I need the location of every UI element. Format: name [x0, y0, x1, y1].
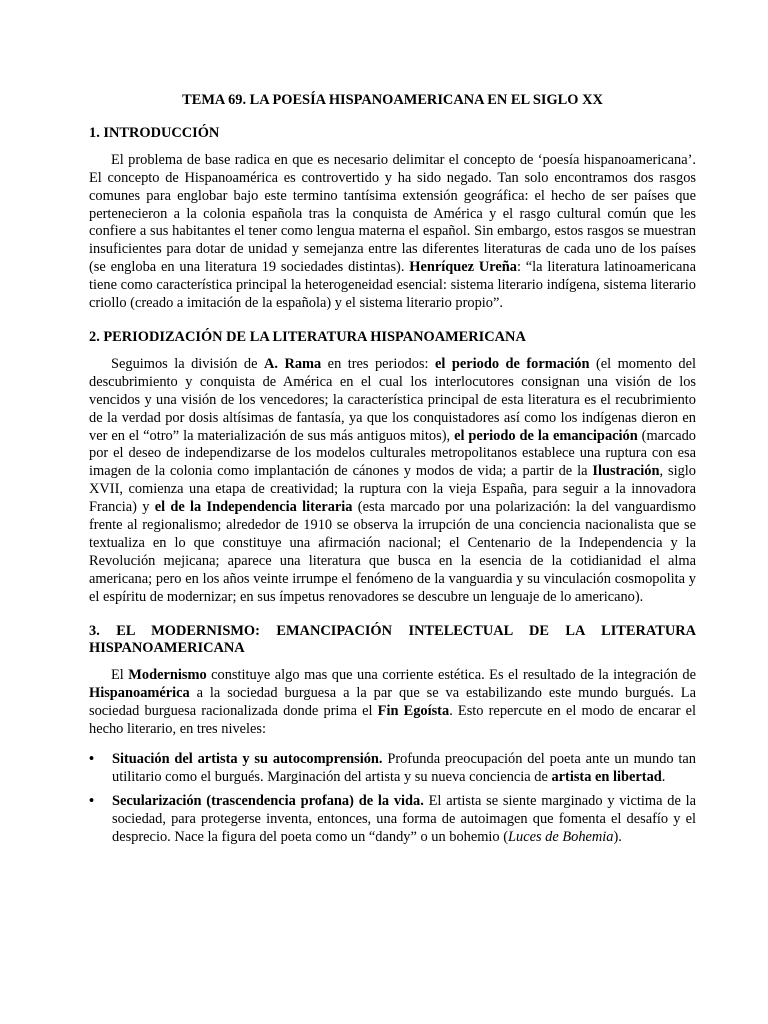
- bullet-icon: •: [89, 751, 95, 767]
- document-title: TEMA 69. LA POESÍA HISPANOAMERICANA EN EL SIGLO XX: [182, 92, 603, 108]
- bold-run: Secularización (trascendencia profana) de la vida.: [112, 792, 424, 809]
- text-run: El: [111, 667, 129, 684]
- text-run: El artista se siente marginado y victima de la sociedad, para protegerse inventa, entonces, una forma de autoimagen que fomenta el desafío y el desprecio. Nace la figura del poeta como un “dandy” o un bohemio (: [112, 792, 696, 845]
- section-heading-introduccion: 1. INTRODUCCIÓN: [89, 124, 220, 141]
- bullet-text: [112, 751, 696, 785]
- text-run: : “la literatura latinoamericana tiene como característica principal la heterogeneidad esencial: sistema literario indígena, sistema literario criollo (creado a imitación de la española) y el sistema literario propio”.: [89, 259, 696, 312]
- text-run: . Esto repercute en el modo de encarar el hecho literario, en tres niveles:: [89, 703, 697, 738]
- bold-run: el periodo de formación: [435, 355, 590, 372]
- bullet-item-situacion-artista: [89, 751, 696, 787]
- text-run: (marcado por el deseo de independizarse de los modelos culturales metropolitanos establece una ruptura con esa imagen de la colonia como implantación de cánones y modos de vida; a partir de la: [89, 427, 696, 480]
- bold-run: artista en libertad: [551, 768, 662, 785]
- paragraph-periodizacion: [89, 356, 696, 607]
- bold-run: Henríquez Ureña: [409, 259, 517, 276]
- bold-run: el periodo de la emancipación: [454, 427, 638, 444]
- text-run: a la sociedad burguesa a la par que se va estabilizando este mundo burgués. La sociedad burguesa racionalizada donde prima el: [89, 685, 696, 720]
- text-run: Seguimos la división de: [111, 355, 264, 372]
- bold-run: el de la Independencia literaria: [154, 499, 353, 516]
- bullet-text: [112, 793, 696, 845]
- text-run: Profunda preocupación del poeta ante un mundo tan utilitario como el burgués. Marginación del artista y su nueva conciencia de: [112, 751, 696, 785]
- text-run: El problema de base radica en que es necesario delimitar el concepto de ‘poesía hispanoamericana’. El concepto de Hispanoamérica es controvertido y ha sido negado. Tan solo encontramos dos rasgos comunes para englobar bajo este termino tantísima extensión geográfica: el hecho de ser países que pertenecieron a la colonia española tras la conquista de América y el rasgo cultural común que les confiere a sus habitantes el tener como lengua materna el español. Sin embargo, estos rasgos se muestran insuficientes para dotar de unidad y semejanza entre las diferentes literaturas de cada uno de los países (se engloba en una literatura 19 sociedades distintas).: [89, 151, 696, 276]
- bold-run: Situación del artista y su autocomprensión.: [112, 751, 383, 767]
- text-run: en tres periodos:: [321, 355, 435, 372]
- section-heading-modernismo: 3. EL MODERNISMO: EMANCIPACIÓN INTELECTUAL DE LA LITERATURA HISPANOAMERICANA: [89, 622, 696, 657]
- paragraph-introduccion: [89, 152, 696, 313]
- bold-run: Fin Egoísta: [377, 703, 450, 720]
- text-run: (el momento del descubrimiento y conquista de América en el cual los interlocutores consignan una visión de los vencidos y una visión de los vencedores; la característica principal de esta literatura es el recubrimiento de la verdad por dosis altísimas de fantasía, ya que los conquistadores así como los indígenas dieron en ver en el “otro” la materialización de sus más antiguos mitos),: [89, 355, 696, 444]
- text-run: constituye algo mas que una corriente estética. Es el resultado de la integración de: [206, 667, 696, 684]
- bold-run: Modernismo: [128, 667, 207, 684]
- text-run: (esta marcado por una polarización: la del vanguardismo frente al regionalismo; alrededor de 1910 se observa la irrupción de una conciencia nacionalista que se textualiza en lo que constituye una afirmación nacional; el Centenario de la Independencia y la Revolución mejicana; aparece una literatura que busca en la esencia de la cotidianidad el alma americana; pero en los años veinte irrumpe el fenómeno de la vanguardia y su vinculación cosmopolita y el espíritu de modernizar; en sus ímpetus renovadores se descubre un lenguaje de lo americano).: [89, 499, 697, 605]
- bold-run: A. Rama: [263, 355, 322, 372]
- bullet-item-secularizacion: [89, 793, 696, 847]
- italic-run: Luces de Bohemia: [508, 828, 614, 845]
- text-run: ).: [613, 828, 622, 845]
- bold-run: Ilustración: [592, 463, 660, 480]
- modernismo-bullet-list: [89, 751, 696, 847]
- bold-run: Hispanoamérica: [89, 685, 190, 702]
- bullet-icon: •: [89, 792, 95, 809]
- section-heading-periodizacion: 2. PERIODIZACIÓN DE LA LITERATURA HISPANOAMERICANA: [89, 328, 526, 345]
- text-run: , siglo XVII, comienza una etapa de creatividad; la ruptura con la vieja España, para seguir a la innovadora Francia) y: [89, 463, 696, 516]
- paragraph-modernismo: [89, 667, 696, 739]
- text-run: .: [661, 768, 666, 785]
